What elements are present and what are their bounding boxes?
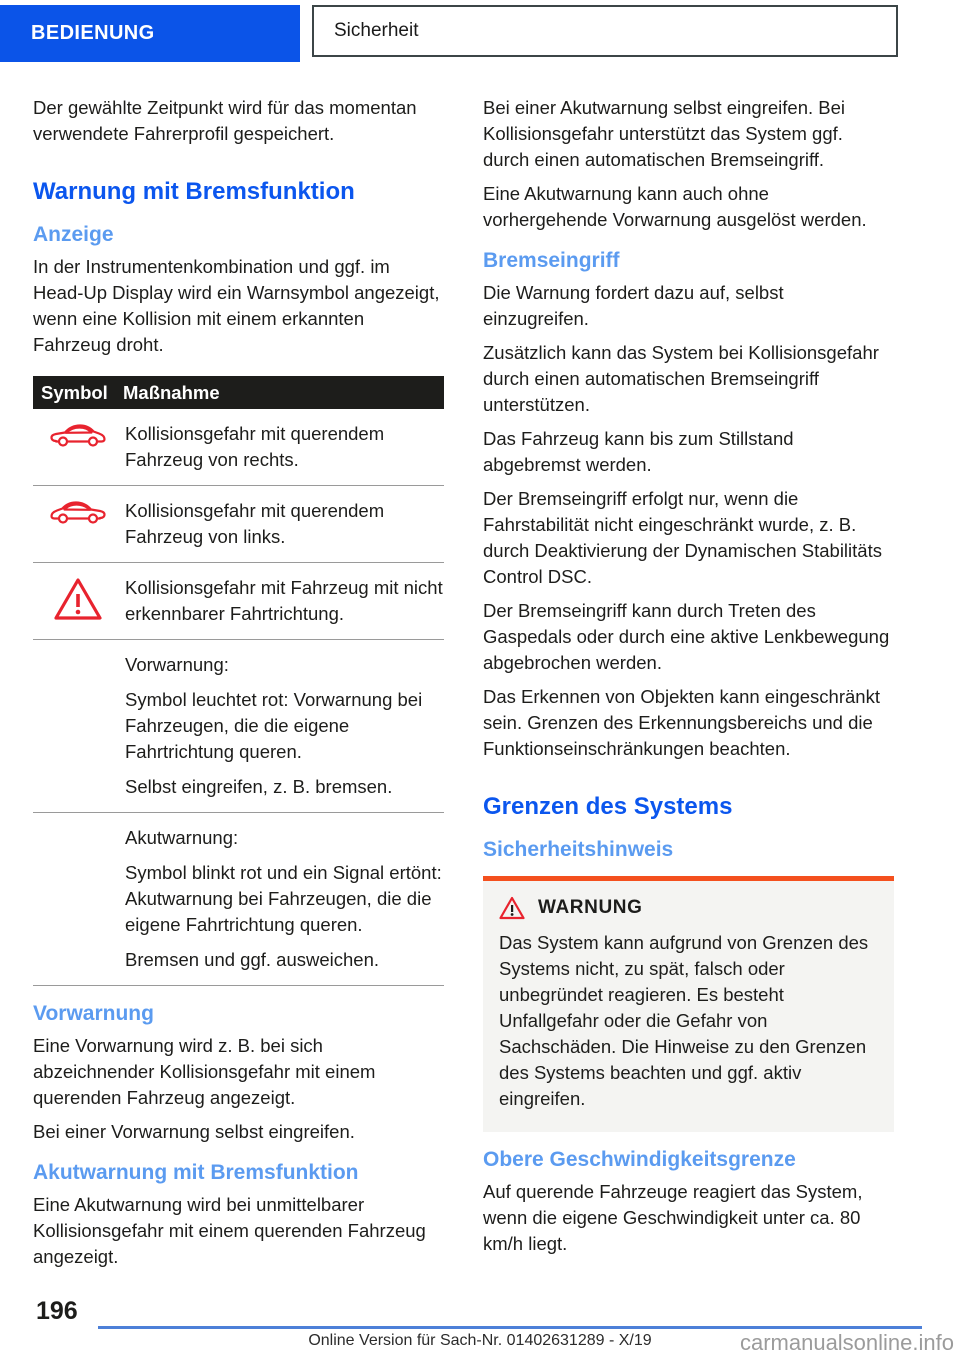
table-cell-symbol [33, 498, 123, 526]
warning-triangle-icon [499, 896, 525, 920]
heading-vorwarnung: Vorwarnung [33, 1002, 154, 1025]
car-left-icon [50, 500, 106, 526]
table-cell-symbol [33, 575, 123, 621]
bremseingriff-paragraph-1: Die Warnung fordert dazu auf, selbst einzugreifen. [483, 282, 784, 329]
footer-divider [98, 1326, 922, 1329]
table-row [33, 813, 444, 986]
table-row [33, 486, 444, 563]
akutwarnung-paragraph-1: Eine Akutwarnung wird bei unmittelbarer Kollisionsgefahr mit einem querenden Fahrzeug angezeigt. [33, 1194, 426, 1267]
warning-triangle-icon [54, 577, 102, 621]
watermark: carmanualsonline.info [739, 1330, 954, 1355]
bremseingriff-paragraph-3: Das Fahrzeug kann bis zum Stillstand abgebremst werden. [483, 428, 794, 475]
row-text: Selbst eingreifen, z. B. bremsen. [125, 776, 393, 797]
right-paragraph-1: Bei einer Akutwarnung selbst eingreifen. Bei Kollisionsgefahr unterstützt das System ggf. durch einen automatischen Bremseingriff. [483, 97, 845, 170]
heading-bremseingriff: Bremseingriff [483, 249, 620, 272]
chapter-label: Sicherheit [334, 20, 419, 41]
table-cell-symbol [33, 825, 123, 827]
warning-box [483, 876, 894, 1132]
heading-akutwarnung-mit-bremsfunktion: Akutwarnung mit Bremsfunktion [33, 1161, 359, 1184]
heading-warnung-mit-bremsfunktion: Warnung mit Bremsfunktion [33, 178, 355, 205]
bremseingriff-paragraph-6: Das Erkennen von Objekten kann eingeschränkt sein. Grenzen des Erkennungsbereichs und die Funktionseinschränkungen beachten. [483, 686, 880, 759]
table-cell-symbol [33, 421, 123, 449]
footer-note: Online Version für Sach-Nr. 01402631289 - X/19 [308, 1332, 652, 1349]
left-column [33, 95, 444, 1270]
table-cell-text [123, 825, 444, 973]
heading-grenzen-des-systems: Grenzen des Systems [483, 793, 733, 820]
right-paragraph-2: Eine Akutwarnung kann auch ohne vorhergehende Vorwarnung ausgelöst werden. [483, 183, 867, 230]
row-text: Kollisionsgefahr mit querendem Fahrzeug von links. [125, 500, 385, 547]
table-row [33, 640, 444, 813]
table-cell-text [123, 575, 444, 627]
section-tab-label: BEDIENUNG [31, 22, 155, 44]
bremseingriff-paragraph-2: Zusätzlich kann das System bei Kollisionsgefahr durch einen automatischen Bremseingriff unterstützen. [483, 342, 879, 415]
anzeige-paragraph: In der Instrumentenkombination und ggf. im Head-Up Display wird ein Warnsymbol angezeigt, wenn eine Kollision mit einem erkannten Fahrzeug droht. [33, 256, 440, 355]
row-text: Akutwarnung: [125, 827, 239, 848]
row-text: Kollisionsgefahr mit querendem Fahrzeug von rechts. [125, 423, 385, 470]
row-text: Bremsen und ggf. ausweichen. [125, 949, 380, 970]
bremseingriff-paragraph-5: Der Bremseingriff kann durch Treten des Gaspedals oder durch eine aktive Lenkbewegung abgebrochen werden. [483, 600, 890, 673]
obere-grenze-paragraph: Auf querende Fahrzeuge reagiert das System, wenn die eigene Geschwindigkeit unter ca. 80 km/h liegt. [483, 1181, 863, 1254]
table-header-row [33, 376, 444, 409]
heading-anzeige: Anzeige [33, 223, 114, 246]
table-cell-text [123, 652, 444, 800]
table-row [33, 563, 444, 640]
symbol-table [33, 376, 444, 986]
car-right-icon [50, 423, 106, 449]
table-cell-symbol [33, 652, 123, 654]
bremseingriff-paragraph-4: Der Bremseingriff erfolgt nur, wenn die Fahrstabilität nicht eingeschränkt wurde, z. B. durch Deaktivierung der Dynamischen Stabilitäts Control DSC. [483, 488, 882, 587]
page-header [0, 0, 960, 62]
row-text: Symbol blinkt rot und ein Signal ertönt: Akutwarnung bei Fahrzeugen, die die eigene Fahrtrichtung queren. [125, 862, 442, 935]
table-header-massnahme: Maßnahme [123, 381, 220, 403]
table-row [33, 409, 444, 486]
warning-box-text: Das System kann aufgrund von Grenzen des Systems nicht, zu spät, falsch oder unbegründet reagieren. Es besteht Unfallgefahr oder die Gefahr von Sachschäden. Die Hinweise zu den Grenzen des Systems beachten und ggf. aktiv eingreifen. [499, 932, 869, 1109]
page-footer [0, 1290, 960, 1362]
row-text: Vorwarnung: [125, 654, 229, 675]
section-tab [0, 5, 300, 62]
right-column [483, 95, 894, 1257]
warning-box-header [499, 896, 878, 920]
table-header-symbol: Symbol [41, 381, 108, 403]
warning-box-title: WARNUNG [538, 897, 643, 918]
chapter-box [312, 5, 898, 57]
heading-sicherheitshinweis: Sicherheitshinweis [483, 838, 674, 861]
row-text: Symbol leuchtet rot: Vorwarnung bei Fahrzeugen, die die eigene Fahrtrichtung queren. [125, 689, 423, 762]
heading-obere-geschwindigkeitsgrenze: Obere Geschwindigkeitsgrenze [483, 1148, 796, 1171]
intro-paragraph: Der gewählte Zeitpunkt wird für das momentan verwendete Fahrerprofil gespeichert. [33, 97, 417, 144]
page-number: 196 [36, 1297, 78, 1325]
vorwarnung-paragraph-1: Eine Vorwarnung wird z. B. bei sich abzeichnender Kollisionsgefahr mit einem querenden Fahrzeug angezeigt. [33, 1035, 376, 1108]
vorwarnung-paragraph-2: Bei einer Vorwarnung selbst eingreifen. [33, 1121, 355, 1142]
table-cell-text [123, 498, 444, 550]
table-cell-text [123, 421, 444, 473]
row-text: Kollisionsgefahr mit Fahrzeug mit nicht erkennbarer Fahrtrichtung. [125, 577, 443, 624]
